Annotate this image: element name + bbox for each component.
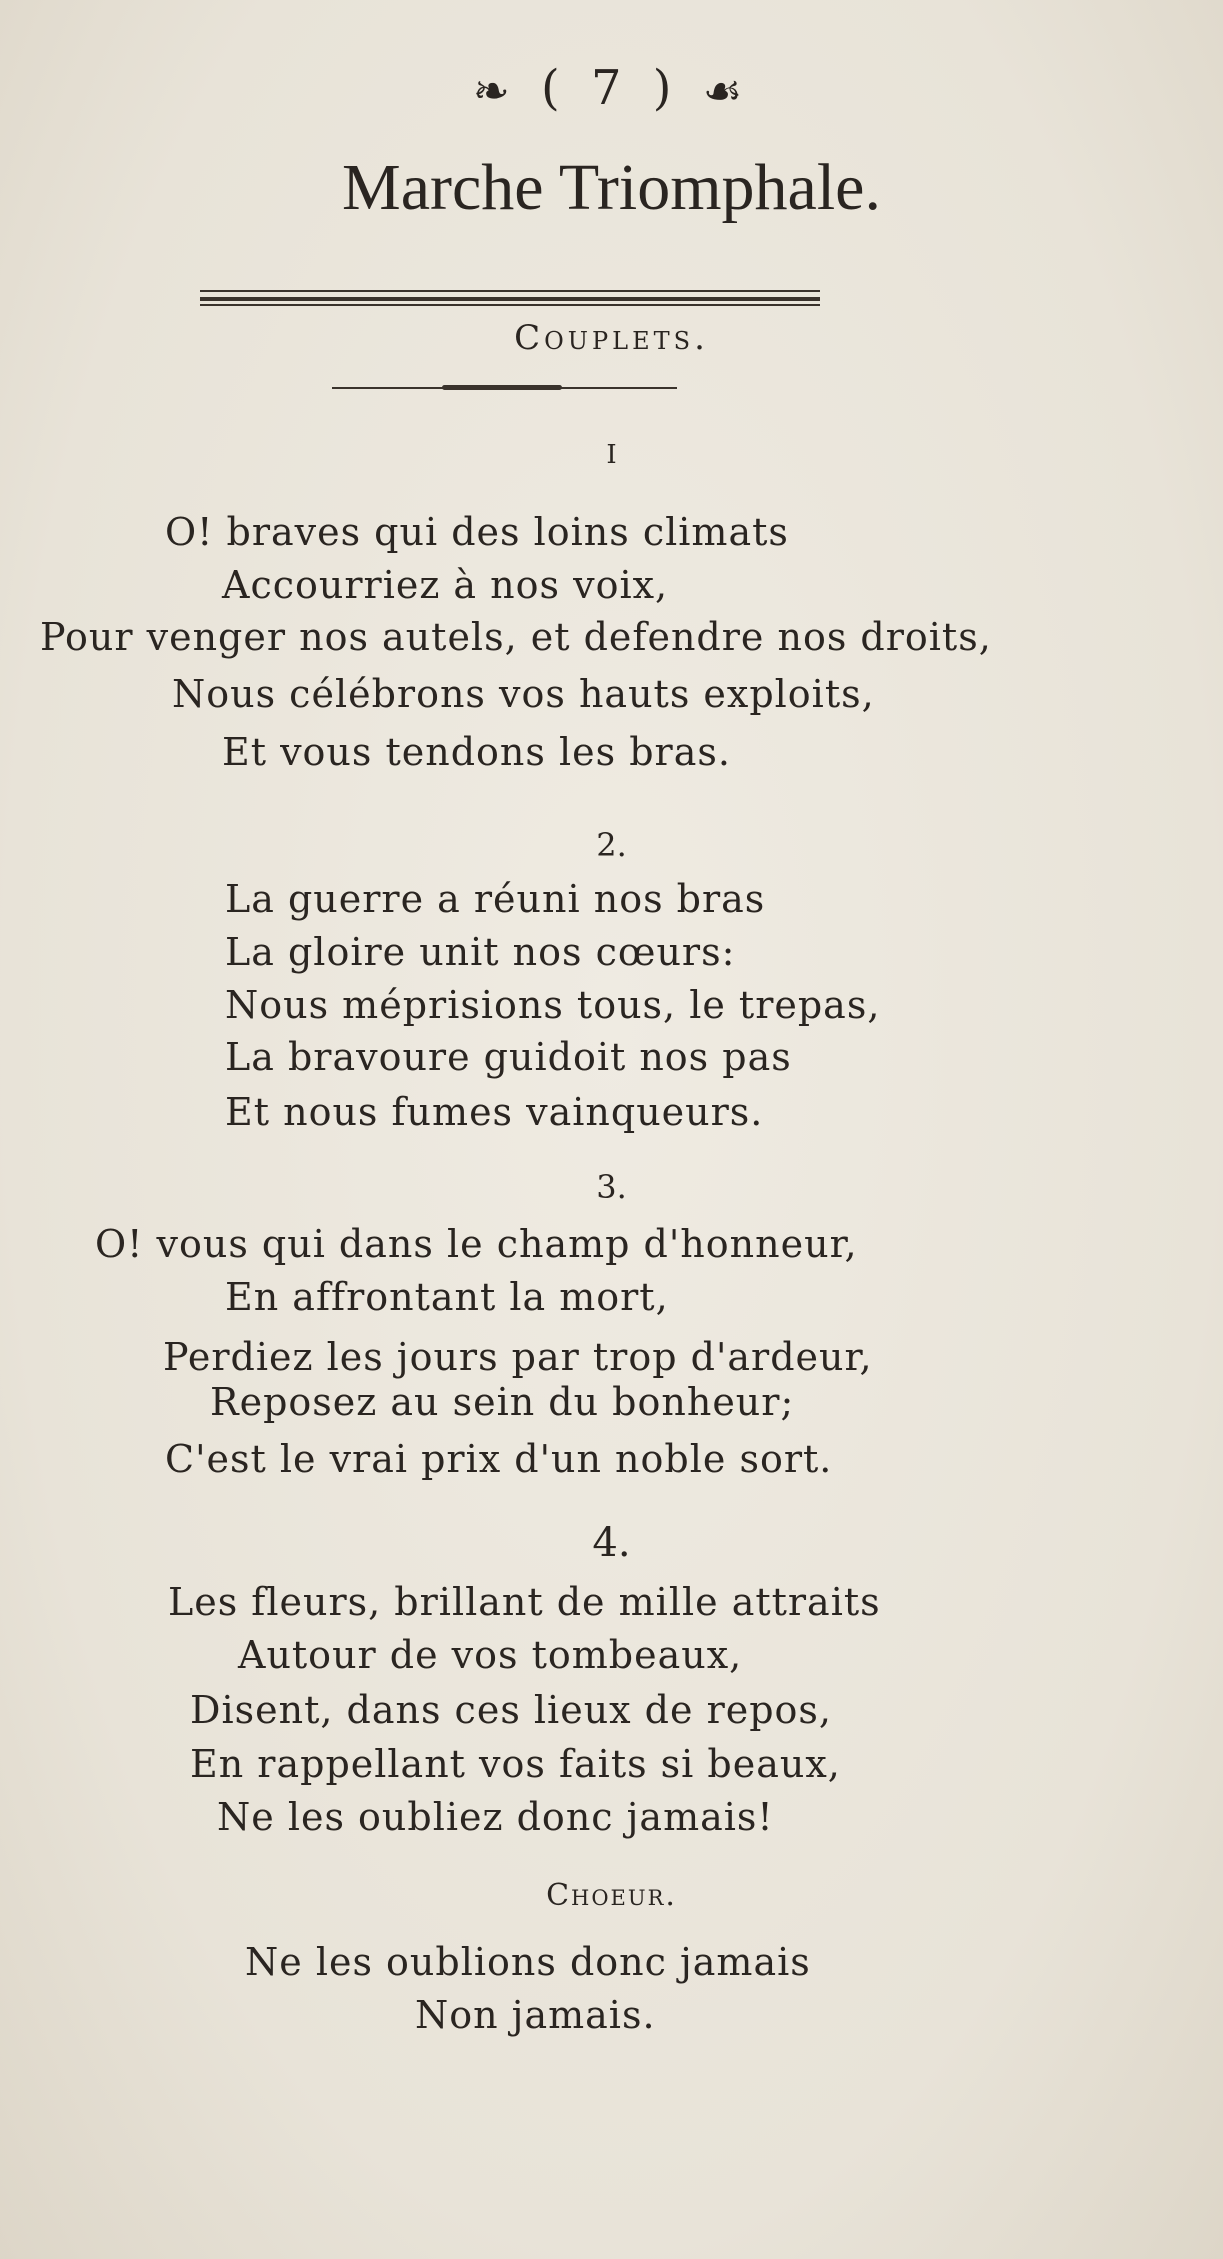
stanza-3-line-2: En affrontant la mort, xyxy=(225,1275,669,1319)
stanza-4-line-1: Les fleurs, brillant de mille attraits xyxy=(168,1580,881,1624)
stanza-1-line-4: Nous célébrons vos hauts exploits, xyxy=(172,672,875,716)
stanza-2-line-3: Nous méprisions tous, le trepas, xyxy=(225,983,881,1027)
stanza-4-line-5: Ne les oubliez donc jamais! xyxy=(217,1795,774,1839)
stanza-number-2: 2. xyxy=(596,826,627,864)
stanza-3-line-1: O! vous qui dans le champ d'honneur, xyxy=(95,1222,858,1266)
stanza-4-line-3: Disent, dans ces lieux de repos, xyxy=(190,1688,833,1732)
stanza-2-line-4: La bravoure guidoit nos pas xyxy=(225,1035,792,1079)
stanza-1-line-5: Et vous tendons les bras. xyxy=(222,730,731,774)
stanza-3-line-4: Reposez au sein du bonheur; xyxy=(210,1380,795,1424)
chorus-line-1: Ne les oublions donc jamais xyxy=(245,1940,811,1984)
page-number: ( 7 ) xyxy=(540,60,680,116)
stanza-2-line-5: Et nous fumes vainqueurs. xyxy=(225,1090,764,1134)
page-header xyxy=(0,60,1223,117)
stanza-number-3: 3. xyxy=(596,1168,627,1206)
stanza-4-line-4: En rappellant vos faits si beaux, xyxy=(190,1742,841,1786)
stanza-number-4: 4. xyxy=(592,1520,631,1566)
right-ornament-icon: ☙ xyxy=(702,66,751,117)
chorus-line-2: Non jamais. xyxy=(415,1993,656,2037)
section-heading: Couplets. xyxy=(514,318,709,358)
stanza-2-line-1: La guerre a réuni nos bras xyxy=(225,877,766,921)
left-ornament-icon: ❧ xyxy=(472,66,518,117)
stanza-number-1: I xyxy=(606,440,617,470)
stanza-3-line-5: C'est le vrai prix d'un noble sort. xyxy=(165,1437,833,1481)
chorus-heading: Choeur. xyxy=(546,1878,677,1913)
stanza-1-line-2: Accourriez à nos voix, xyxy=(222,563,669,607)
double-rule-divider xyxy=(200,290,820,306)
stanza-1-line-1: O! braves qui des loins climats xyxy=(165,510,789,554)
stanza-2-line-2: La gloire unit nos cœurs: xyxy=(225,930,736,974)
thin-rule-divider xyxy=(332,384,677,392)
stanza-3-line-3: Perdiez les jours par trop d'ardeur, xyxy=(163,1335,873,1379)
stanza-4-line-2: Autour de vos tombeaux, xyxy=(238,1633,743,1677)
page-title: Marche Triomphale. xyxy=(342,151,881,224)
stanza-1-line-3: Pour venger nos autels, et defendre nos droits, xyxy=(40,615,992,659)
